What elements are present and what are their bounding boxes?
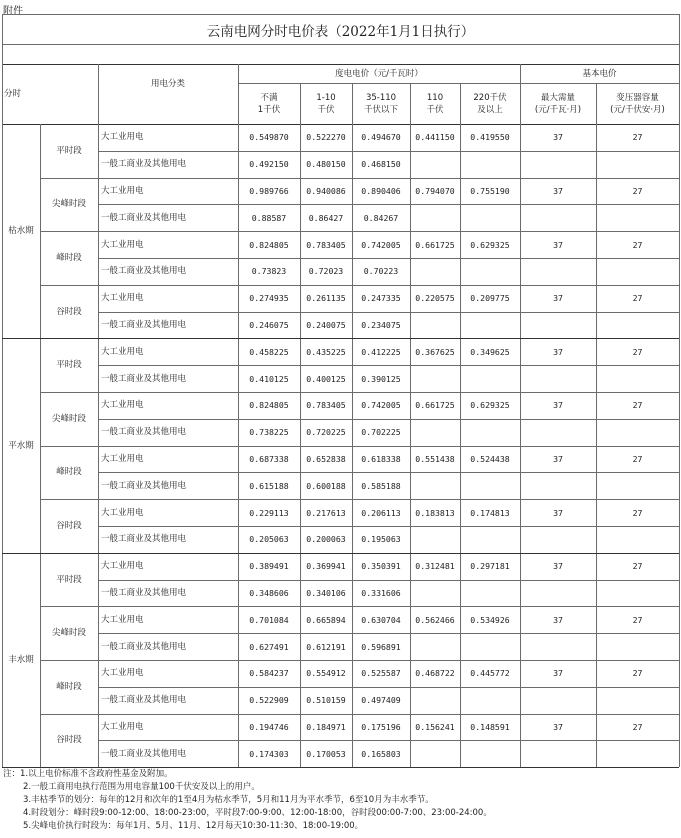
header-voltage-1: 1-10 千伏 xyxy=(316,92,336,115)
category-large: 大工业用电 xyxy=(101,186,144,196)
category-general: 一般工商业及其他用电 xyxy=(101,212,187,223)
category-large: 大工业用电 xyxy=(101,346,144,357)
price-cell: 0.390125 xyxy=(361,373,401,384)
price-cell: 0.205063 xyxy=(249,534,289,545)
period-label: 平时段 xyxy=(56,574,82,585)
price-cell: 0.525587 xyxy=(361,668,401,679)
price-cell: 0.410125 xyxy=(249,373,289,384)
price-cell: 0.274935 xyxy=(249,293,289,304)
header-category: 用电分类 xyxy=(150,79,185,89)
price-cell: 0.468722 xyxy=(415,668,455,679)
price-cell: 0.389491 xyxy=(249,561,289,572)
period-label: 谷时段 xyxy=(56,306,82,317)
price-cell: 0.350391 xyxy=(361,561,401,572)
price-cell: 0.84267 xyxy=(363,212,399,223)
period-label: 平时段 xyxy=(56,360,82,371)
category-general: 一般工商业及其他用电 xyxy=(101,266,187,277)
header-voltage-4: 220千伏 及以上 xyxy=(473,92,507,115)
row-rule xyxy=(98,365,679,366)
capacity-charge: 27 xyxy=(632,400,643,411)
period-rule xyxy=(40,606,679,607)
period-label: 谷时段 xyxy=(56,521,82,531)
price-cell: 0.584237 xyxy=(249,668,289,679)
category-large: 大工业用电 xyxy=(101,614,144,625)
price-cell: 0.510159 xyxy=(306,695,346,706)
price-cell: 0.367625 xyxy=(415,346,455,357)
price-cell: 0.661725 xyxy=(415,239,455,250)
price-cell: 0.246075 xyxy=(249,320,289,330)
price-cell: 0.174813 xyxy=(470,507,510,518)
period-label: 尖峰时段 xyxy=(51,199,86,210)
capacity-charge: 27 xyxy=(632,293,643,304)
price-cell: 0.86427 xyxy=(308,212,344,223)
row-rule xyxy=(98,151,679,152)
period-rule xyxy=(40,660,679,661)
price-cell: 0.890406 xyxy=(361,186,401,196)
demand-charge: 37 xyxy=(553,614,563,625)
price-cell: 0.629325 xyxy=(470,239,510,250)
price-cell: 0.630704 xyxy=(361,614,401,625)
price-cell: 0.340106 xyxy=(306,588,346,598)
price-cell: 0.497409 xyxy=(361,695,401,706)
price-cell: 0.783405 xyxy=(306,239,346,250)
price-cell: 0.331606 xyxy=(361,588,401,598)
category-large: 大工业用电 xyxy=(101,507,144,518)
category-general: 一般工商业及其他用电 xyxy=(101,480,187,491)
price-cell: 0.534926 xyxy=(470,614,510,625)
capacity-charge: 27 xyxy=(632,346,643,357)
price-cell: 0.247335 xyxy=(361,293,401,304)
demand-charge: 37 xyxy=(553,239,563,250)
row-rule xyxy=(98,258,679,259)
price-cell: 0.435225 xyxy=(306,346,346,357)
capacity-charge: 27 xyxy=(632,239,643,250)
price-cell: 0.194746 xyxy=(249,722,289,732)
row-rule xyxy=(98,580,679,581)
row-rule xyxy=(98,312,679,313)
capacity-charge: 27 xyxy=(632,722,643,732)
price-cell: 0.220575 xyxy=(415,293,455,304)
price-cell: 0.824805 xyxy=(249,400,289,411)
price-cell: 0.615188 xyxy=(249,480,289,491)
period-rule xyxy=(40,392,679,393)
category-large: 大工业用电 xyxy=(101,239,144,250)
price-cell: 0.419550 xyxy=(470,132,510,143)
category-general: 一般工商业及其他用电 xyxy=(101,373,187,384)
price-cell: 0.348606 xyxy=(249,588,289,598)
price-cell: 0.312481 xyxy=(415,561,455,572)
category-large: 大工业用电 xyxy=(101,400,144,411)
period-label: 平时段 xyxy=(56,145,82,156)
title-box-top xyxy=(2,14,679,15)
price-cell: 0.445772 xyxy=(470,668,510,679)
row-rule xyxy=(98,740,679,741)
price-cell: 0.755190 xyxy=(470,186,510,196)
price-cell: 0.549870 xyxy=(249,132,289,143)
category-large: 大工业用电 xyxy=(101,454,144,464)
price-cell: 0.73823 xyxy=(251,266,287,277)
header-top-rule xyxy=(2,64,679,65)
price-cell: 0.522270 xyxy=(306,132,346,143)
annex-label: 附件 xyxy=(3,6,23,17)
header-voltage-0: 不满 1千伏 xyxy=(257,92,281,115)
price-cell: 0.170053 xyxy=(306,748,346,759)
demand-charge: 37 xyxy=(553,454,563,464)
capacity-charge: 27 xyxy=(632,507,643,518)
header-bottom-rule xyxy=(2,124,679,125)
price-cell: 0.148591 xyxy=(470,722,510,732)
category-general: 一般工商业及其他用电 xyxy=(101,641,187,652)
capacity-charge: 27 xyxy=(632,132,643,143)
price-cell: 0.369941 xyxy=(306,561,346,572)
period-label: 尖峰时段 xyxy=(51,628,86,639)
period-rule xyxy=(40,446,679,447)
price-cell: 0.492150 xyxy=(249,159,289,170)
category-general: 一般工商业及其他用电 xyxy=(101,695,187,706)
price-cell: 0.209775 xyxy=(470,293,510,304)
price-cell: 0.156241 xyxy=(415,722,455,732)
price-cell: 0.184971 xyxy=(306,722,346,732)
category-general: 一般工商业及其他用电 xyxy=(101,159,187,170)
category-general: 一般工商业及其他用电 xyxy=(101,427,187,438)
price-cell: 0.596891 xyxy=(361,641,401,652)
demand-charge: 37 xyxy=(553,346,563,357)
row-rule xyxy=(98,687,679,688)
note-5: 5.尖峰电价执行时段为：每年1月、5月、11月、12月每天10:30-11:30、18:00-19:00。 xyxy=(23,821,364,831)
demand-charge: 37 xyxy=(553,186,563,196)
price-cell: 0.200063 xyxy=(306,534,346,545)
price-cell: 0.400125 xyxy=(306,373,346,384)
price-cell: 0.524438 xyxy=(470,454,510,464)
price-cell: 0.261135 xyxy=(306,293,346,304)
header-period: 分时 xyxy=(4,89,22,99)
price-cell: 0.72023 xyxy=(308,266,344,277)
price-cell: 0.174303 xyxy=(249,748,289,759)
price-cell: 0.629325 xyxy=(470,400,510,411)
period-label: 尖峰时段 xyxy=(51,413,86,424)
period-rule xyxy=(40,178,679,179)
note-2: 2.一般工商用电执行范围为用电容量100千伏安及以上的用户。 xyxy=(23,782,260,792)
demand-charge: 37 xyxy=(553,507,563,518)
note-3: 3.丰枯季节的划分：每年的12月和次年的1至4月为枯水季节，5月和11月为平水季节，6至10月为丰水季节。 xyxy=(23,795,434,805)
price-cell: 0.480150 xyxy=(306,159,346,170)
price-cell: 0.297181 xyxy=(470,561,510,572)
price-cell: 0.824805 xyxy=(249,239,289,250)
col-divider-category xyxy=(98,64,99,767)
capacity-charge: 27 xyxy=(632,668,643,679)
price-cell: 0.70223 xyxy=(363,266,399,277)
row-rule xyxy=(98,419,679,420)
demand-charge: 37 xyxy=(553,293,563,304)
period-label: 峰时段 xyxy=(56,681,82,692)
price-cell: 0.783405 xyxy=(306,400,346,411)
row-rule xyxy=(98,633,679,634)
demand-charge: 37 xyxy=(553,561,563,572)
period-rule xyxy=(2,338,679,339)
note-1: 注：1.以上电价标准不含政府性基金及附加。 xyxy=(3,769,173,779)
period-label: 峰时段 xyxy=(56,467,82,478)
period-rule xyxy=(40,714,679,715)
category-general: 一般工商业及其他用电 xyxy=(101,748,187,759)
category-general: 一般工商业及其他用电 xyxy=(101,534,187,545)
price-cell: 0.217613 xyxy=(306,507,346,518)
header-basic-0: 最大需量 (元/千瓦·月) xyxy=(534,92,582,115)
demand-charge: 37 xyxy=(553,668,563,679)
title-box-bottom xyxy=(2,44,679,45)
price-cell: 0.738225 xyxy=(249,427,289,438)
header-basic-1: 变压器容量 (元/千伏安·月) xyxy=(610,92,665,115)
price-cell: 0.742005 xyxy=(361,239,401,250)
price-cell: 0.742005 xyxy=(361,400,401,411)
price-cell: 0.661725 xyxy=(415,400,455,411)
footnotes xyxy=(3,768,492,833)
price-cell: 0.627491 xyxy=(249,641,289,652)
demand-charge: 37 xyxy=(553,400,563,411)
price-cell: 0.687338 xyxy=(249,454,289,464)
table-title: 云南电网分时电价表（2022年1月1日执行） xyxy=(206,24,475,40)
capacity-charge: 27 xyxy=(632,454,643,464)
price-cell: 0.585188 xyxy=(361,480,401,491)
note-4: 4.时段划分：峰时段9:00-12:00、18:00-23:00，平时段7:00-9:00、12:00-18:00，谷时段00:00-7:00、23:00-24:00。 xyxy=(23,808,492,818)
price-cell: 0.349625 xyxy=(470,346,510,357)
price-cell: 0.940086 xyxy=(306,186,346,196)
capacity-charge: 27 xyxy=(632,614,643,625)
price-cell: 0.612191 xyxy=(306,641,346,652)
price-cell: 0.206113 xyxy=(361,507,401,518)
category-general: 一般工商业及其他用电 xyxy=(101,320,187,330)
season-label: 丰水期 xyxy=(8,655,34,665)
price-cell: 0.600188 xyxy=(306,480,346,491)
price-cell: 0.989766 xyxy=(249,186,289,196)
category-large: 大工业用电 xyxy=(101,668,144,679)
season-label: 枯水期 xyxy=(8,226,34,237)
col-divider-basic xyxy=(520,64,521,767)
price-cell: 0.183813 xyxy=(415,507,455,518)
row-rule xyxy=(98,472,679,473)
header-voltage-3: 110 千伏 xyxy=(426,92,444,115)
price-cell: 0.720225 xyxy=(306,427,346,438)
price-cell: 0.618338 xyxy=(361,454,401,464)
price-cell: 0.665894 xyxy=(306,614,346,625)
period-rule xyxy=(2,553,679,554)
category-large: 大工业用电 xyxy=(101,132,144,143)
price-cell: 0.554912 xyxy=(306,668,346,679)
price-cell: 0.175196 xyxy=(361,722,401,732)
price-cell: 0.468150 xyxy=(361,159,401,170)
demand-charge: 37 xyxy=(553,132,563,143)
period-label: 峰时段 xyxy=(56,253,82,263)
price-cell: 0.702225 xyxy=(361,427,401,438)
price-cell: 0.88587 xyxy=(251,212,287,223)
price-cell: 0.794070 xyxy=(415,186,455,196)
frame-right xyxy=(679,14,680,767)
period-rule xyxy=(40,231,679,232)
season-label: 平水期 xyxy=(8,440,34,451)
price-cell: 0.165803 xyxy=(361,748,401,759)
price-cell: 0.458225 xyxy=(249,346,289,357)
price-cell: 0.652838 xyxy=(306,454,346,464)
price-cell: 0.240075 xyxy=(306,320,346,330)
header-energy-group: 度电电价（元/千瓦时） xyxy=(335,68,423,79)
category-general: 一般工商业及其他用电 xyxy=(101,588,187,598)
row-rule xyxy=(98,526,679,527)
price-cell: 0.234075 xyxy=(361,320,401,330)
header-mid-rule xyxy=(238,83,679,84)
price-cell: 0.701084 xyxy=(249,614,289,625)
price-cell: 0.562466 xyxy=(415,614,455,625)
header-voltage-2: 35-110 千伏以下 xyxy=(363,92,398,115)
capacity-charge: 27 xyxy=(632,186,643,196)
price-cell: 0.441150 xyxy=(415,132,455,143)
category-large: 大工业用电 xyxy=(101,561,144,572)
demand-charge: 37 xyxy=(553,722,563,732)
row-rule xyxy=(98,204,679,205)
period-rule xyxy=(40,499,679,500)
price-cell: 0.229113 xyxy=(249,507,289,518)
price-cell: 0.412225 xyxy=(361,346,401,357)
price-cell: 0.551438 xyxy=(415,454,455,464)
period-rule xyxy=(40,285,679,286)
price-cell: 0.195063 xyxy=(361,534,401,545)
capacity-charge: 27 xyxy=(632,561,643,572)
price-cell: 0.522909 xyxy=(249,695,289,706)
price-cell: 0.494670 xyxy=(361,132,401,143)
category-large: 大工业用电 xyxy=(101,293,144,304)
header-basic-group: 基本电价 xyxy=(582,68,617,79)
category-large: 大工业用电 xyxy=(101,722,144,732)
period-label: 谷时段 xyxy=(56,735,82,746)
